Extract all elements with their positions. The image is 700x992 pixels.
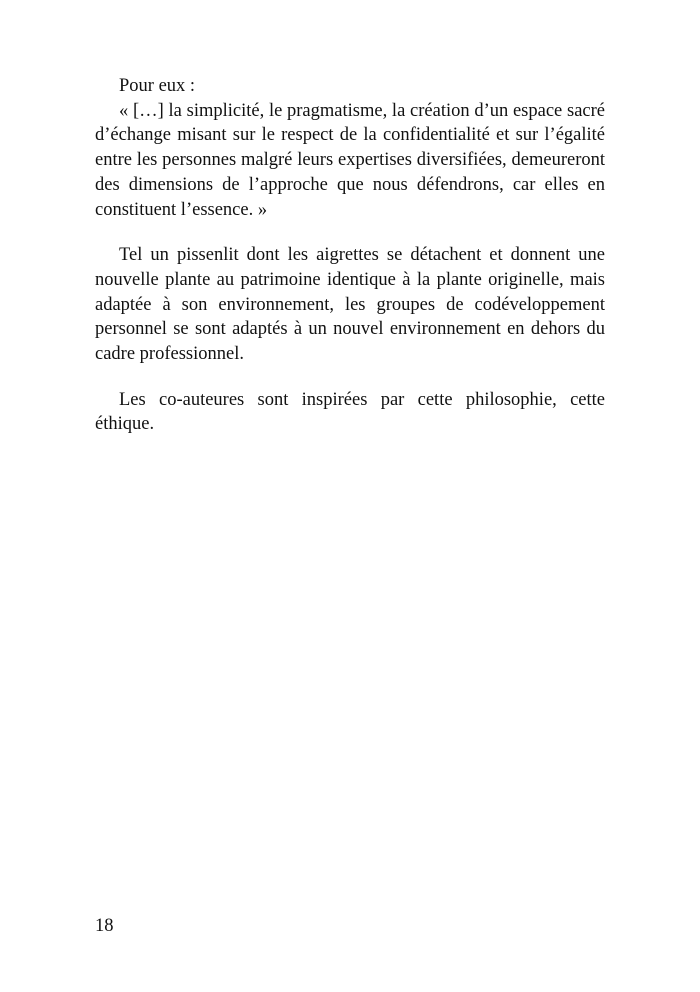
body-text — [95, 74, 605, 437]
dandelion-paragraph: Tel un pissenlit dont les aigrettes se détachent et donnent une nouvelle plante au patrimoine identique à la plante originelle, mais adaptée à son environnement, les groupes de codéveloppement personnel se sont adaptés à un nouvel environnement en dehors du cadre professionnel. — [95, 245, 605, 365]
paragraph-spacing — [95, 367, 605, 388]
quotation-paragraph: « […] la simplicité, le pragmatisme, la création d’un espace sacré d’échange misant sur le respect de la confidentialité et sur l’égalité entre les personnes malgré leurs expertises diversifiées, demeureront des dimensions de l’approche que nous défendrons, car elles en constituent l’essence. » — [95, 100, 605, 220]
closing-paragraph: Les co-auteures sont inspirées par cette philosophie, cette éthique. — [95, 389, 605, 435]
paragraph-spacing — [95, 222, 605, 243]
page-number: 18 — [95, 916, 114, 936]
intro-line: Pour eux : — [119, 76, 196, 96]
